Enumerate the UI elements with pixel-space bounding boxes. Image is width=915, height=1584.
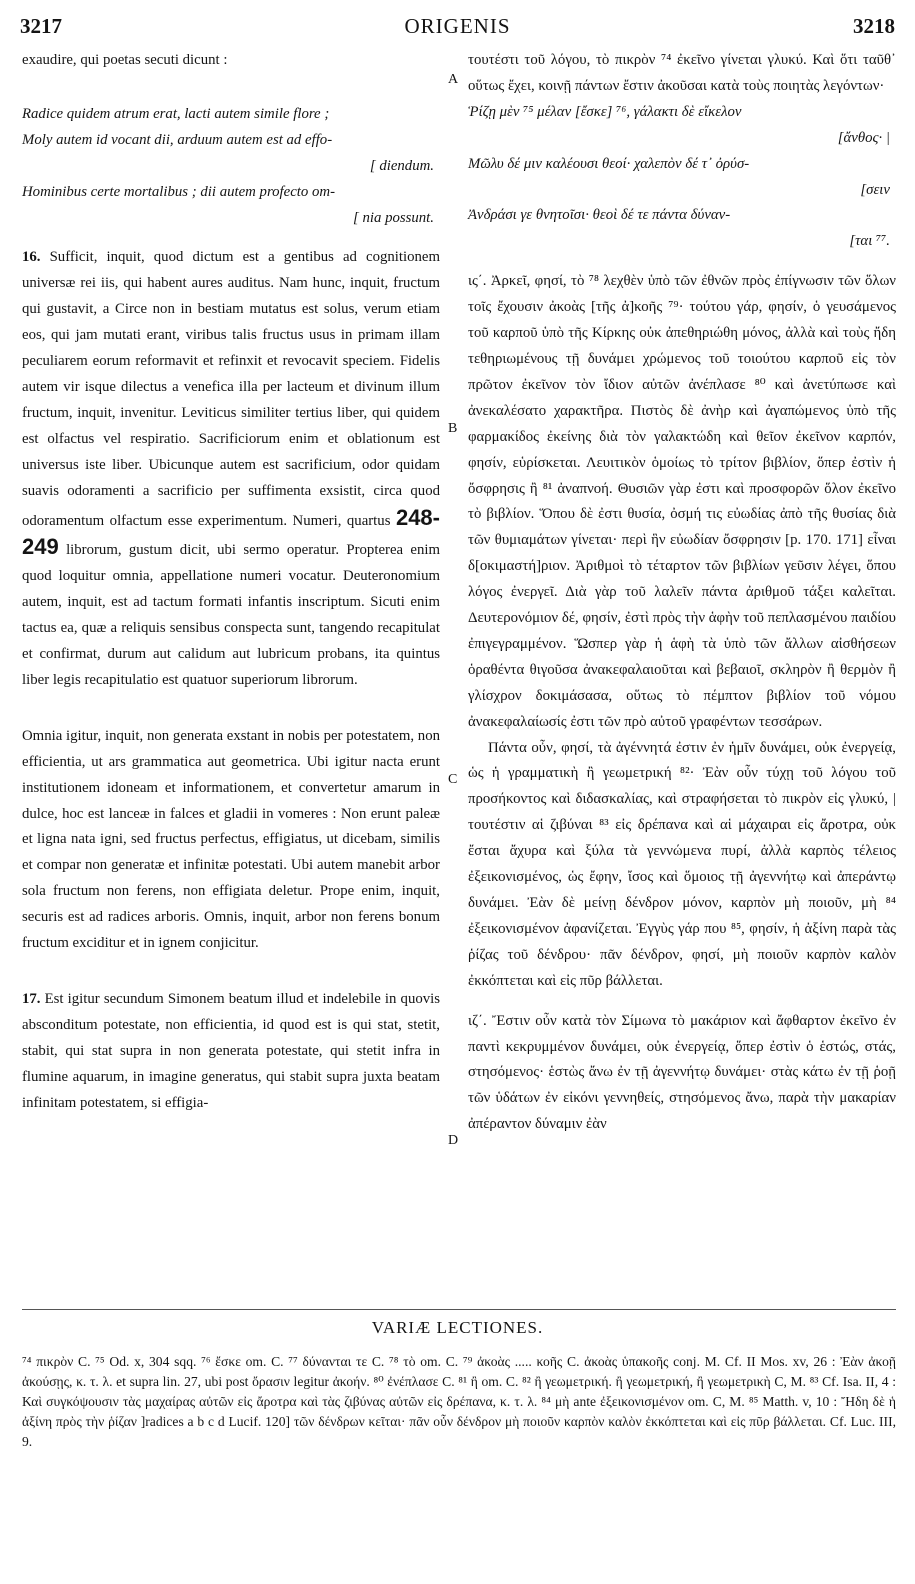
verse-line: Radice quidem atrum erat, lacti autem simile flore ; (22, 105, 330, 122)
variae-text: ⁷⁴ πικρὸν C. ⁷⁵ Od. x, 304 sqq. ⁷⁶ ἔσκε om. C. ⁷⁷ δύνανται τε C. ⁷⁸ τὸ om. C. ⁷⁹ ἀκοὰς ..... κοῆς C. ἀκοὰς ὑπακοῆς conj. M. Cf. II Mos. xv, 26 : Ἐὰν ἀκοῇ ἀκούσῃς, κ. τ. λ. et supra lin. 27, ubi post ὄρασιν legitur ἀκοήν. ⁸⁰ ἐνέπλασε C. ⁸¹ ἢ om. C. ⁸² ἢ γεωμετρική. ἢ γεωμετρική, ἢ γεωμετρικὴ C, M. ⁸³ Cf. Isa. II, 4 : Καὶ συγκόψουσιν τὰς μαχαίρας αὐτῶν εἰς ἄροτρα καὶ τὰς ζιβύνας αὐτῶν εἰς δρέπανα, κ. τ. λ. ⁸⁴ μὴ ante ἐξεικονισμένον om. C, M. ⁸⁵ Matth. v, 10 : Ἤδη δὲ ἡ ἀξίνη πρὸς τὴν ῥίζαν ]radices a b c d Lucif. 120] τῶν δένδρων κεῖται· πᾶν οὖν δένδρον μὴ ποιοῦν καρπὸν καλὸν ἐκκόπτεται καὶ εἰς πῦρ βάλλεται. Cf. Luc. III, 9. (22, 1354, 896, 1449)
page-header (20, 14, 895, 42)
margin-letter-a: A (448, 72, 459, 87)
column-number: 248-249 (22, 504, 440, 560)
latin-paragraph-omnia: Omnia igitur, inquit, non generata exstant in nobis per potestatem, non efficientia, ut ars grammatica aut geometrica. Ubi igitur nacta erunt institutionem idoneam et informationem, et convertetur amarum in dulce, hoc est lanceæ in falces et gladii in vomeres : Non erunt paleæ et ligna nata igni, sed fructus perfectus, effigiatus, ut dicebam, similis et compar non generatæ et infinitæ potestati. Ubi autem manebit arbor sola fructum non ferens, non effigiata deletur. Prope enim, inquit, securis est ad radices arboris. Omnis, inquit, arbor non ferens bonum fructum exciditur et in ignem conjicitur. (22, 727, 440, 952)
verse-line: Hominibus certe mortalibus ; dii autem profecto om- (22, 183, 336, 200)
verse-line: Ἀνδράσι γε θνητοῖσι· θεοὶ δέ τε πάντα δύναν- (468, 207, 731, 224)
verse-line-cont: [σειν (860, 181, 890, 198)
greek-intro: τουτέστι τοῦ λόγου, τὸ πικρὸν ⁷⁴ ἐκεῖνο γίνεται γλυκύ. Καὶ ὅτι ταῦθ᾽ οὕτως ἔχει, κοινῇ πάντων ἔστιν ἀκοῦσαι κατὰ τοὺς ποιητὰς λεγόντων· (468, 52, 896, 94)
page-number-left: 3217 (20, 14, 62, 38)
latin-paragraph-17 (22, 987, 440, 1117)
verse-line: Moly autem id vocant dii, arduum autem est ad effo- (22, 131, 333, 148)
page-number-right: 3218 (853, 14, 895, 38)
verse-line: Μῶλυ δέ μιν καλέουσι θεοί· χαλεπὸν δέ τ᾽ ὀρύσ- (468, 155, 750, 172)
greek-column (468, 48, 896, 1138)
margin-letter-c: C (448, 772, 458, 787)
paragraph-text: librorum, gustum dicit, ubi sermo operatur. Propterea enim quod loquitur omnia, appellatione numeri vocatur. Deuteronomium autem, inquit, est ad tactum formati infantis inscriptum. Sicuti enim tactus ea, quæ a reliquis sensibus conspecta sunt, tangendo recapitulat et confirmat, durum aut calidum aut lubricum probans, ita quintus liber legis recapitulatio est quatuor superiorum librorum. (22, 542, 440, 688)
verse-line-cont: [ἄνθος· | (837, 129, 890, 146)
greek-verse (468, 100, 896, 255)
running-title: ORIGENIS (404, 14, 511, 38)
verse-line-cont: [ται ⁷⁷. (849, 233, 890, 250)
greek-paragraph-16: ις΄. Ἀρκεῖ, φησί, τὸ ⁷⁸ λεχθὲν ὑπὸ τῶν ἐθνῶν πρὸς ἐπίγνωσιν τῶν ὅλων τοῖς ἔχουσιν ἀκοὰς [τῆς ἀ]κοῆς ⁷⁹· τούτου γάρ, φησίν, ὁ γευσάμενος τοῦ καρποῦ ὑπὸ τῆς Κίρκης οὐκ ἀπεθηριώθη μόνος, ἀλλὰ καὶ τοὺς ἤδη τεθηριωμένους τῇ δυνάμει χρώμενος τοῦ τοιούτου καρποῦ εἰς τὸν πρῶτον ἐκεῖνον τὸν ἴδιον αὐτῶν ἀνέπλασε ⁸⁰ καὶ ἀνετύπωσε καὶ ἀνεκαλέσατο χαρακτῆρα. Πιστὸς δὲ ἀνὴρ καὶ ἀγαπώμενος ὑπὸ τῆς φαρμακίδος ἐκείνης διὰ τὸν γαλακτώδη καὶ θεῖον ἐκεῖνον καρπόν, φησίν, εὑρίσκεται. Λευιτικὸν ὁμοίως τὸ τρίτον βιβλίον, ὅπερ ἐστὶν ἡ ὄσφρησις ἢ ⁸¹ ἀναπνοή. Θυσιῶν γὰρ ἐστι καὶ προσφορῶν ὅλον ἐκεῖνο τὸ βιβλίον. Ὅπου δὲ ἐστι θυσία, ὀσμή τις εὐωδίας ἀπὸ τῆς θυσίας διὰ τῶν θυμιαμάτων γίνεται· περὶ ἣν εὐωδίαν ὄσφρησιν [p. 170. 171] εἶναι δ[οκιμαστή]ριον. Ἀριθμοὶ τὸ τέταρτον τῶν βιβλίων γεῦσιν λέγει, ὅπου λόγος ἐνεργεῖ. Διὰ γὰρ τοῦ λαλεῖν πάντα ἀριθμοῦ τάξει καλεῖται. Δευτερονόμιον δέ, φησίν, ἐστὶ πρὸς τὴν ἁφὴν τοῦ πεπλασμένου παιδίου ἐπιγεγραμμένον. Ὥσπερ γὰρ ἡ ἁφὴ τὰ ὑπὸ τῶν ἄλλων αἰσθήσεων ὁραθέντα θιγοῦσα ἀνακεφαλαιοῦται καὶ βεβαιοῖ, σκληρὸν ἢ θερμὸν ἢ γλίσχρον δοκιμάσασα, οὕτως τὸ πέμπτον βιβλίον τοῦ νόμου ἀνακεφαλαίωσίς ἐστι τῶν πρὸ αὐτοῦ γραφέντων τεσσάρων. (468, 273, 896, 730)
margin-letter-d: D (448, 1133, 459, 1148)
latin-intro: exaudire, qui poetas secuti dicunt : (22, 52, 228, 68)
section-number: 17. (22, 991, 41, 1007)
latin-column (22, 48, 440, 1117)
divider (22, 1309, 896, 1310)
latin-verse (22, 102, 440, 232)
greek-paragraph-17: ιζ΄. Ἔστιν οὖν κατὰ τὸν Σίμωνα τὸ μακάριον καὶ ἄφθαρτον ἐκεῖνο ἐν παντὶ κεκρυμμένον δυνάμει, οὐκ ἐνεργείᾳ, ὅπερ ἐστὶν ὁ ἑστώς, στάς, στησόμενος· ἑστὼς ἄνω ἐν τῇ ἀγεννήτῳ δυνάμει· στὰς κάτω ἐν τῇ ῥοῇ τῶν ὑδάτων ἐν εἰκόνι γεννηθείς, στησόμενος ἄνω, παρὰ τὴν μακαρίαν ἀπέραντον δύναμιν ἐὰν (468, 1012, 896, 1133)
verse-line: Ῥίζῃ μὲν ⁷⁵ μέλαν [ἔσκε] ⁷⁶, γάλακτι δὲ εἴκελον (468, 103, 742, 120)
greek-paragraph-panta: Πάντα οὖν, φησί, τὰ ἀγέννητά ἐστιν ἐν ἡμῖν δυνάμει, οὐκ ἐνεργείᾳ, ὡς ἡ γραμματικὴ ἢ γεωμετρική ⁸²· Ἐὰν οὖν τύχῃ τοῦ λόγου τοῦ προσήκοντος καὶ διδασκαλίας, καὶ στραφήσεται τὸ πικρὸν εἰς γλυκύ, | τουτέστιν αἱ ζιβύναι ⁸³ εἰς δρέπανα καὶ αἱ μάχαιραι εἰς ἄροτρα, οὐκ ἔσται ἄχυρα καὶ ξύλα τὰ γεννώμενα πυρί, ἀλλὰ καρπὸς τέλειος ἐξεικονισμένος, ὡς ἔφην, ἴσος καὶ ὅμοιος τῇ ἀγεννήτῳ καὶ ἀπεράντῳ δυνάμει. Ἐὰν δὲ μείνῃ δένδρον μόνον, καρπὸν μὴ ποιοῦν, μὴ ⁸⁴ ἐξεικονισμένον ἀφανίζεται. Ἐγγὺς γάρ που ⁸⁵, φησίν, ἡ ἀξίνη παρὰ τὰς ῥίζας τοῦ δένδρου· πᾶν δένδρον, φησί, μὴ ποιοῦν καρπὸν καλὸν ἐκκόπτεται καὶ εἰς πῦρ βάλλεται. (468, 739, 896, 989)
latin-paragraph-16 (22, 245, 440, 693)
verse-line-cont: [ nia possunt. (353, 209, 434, 226)
variae-heading: VARIÆ LECTIONES. (371, 1318, 544, 1337)
margin-letter-b: B (448, 421, 458, 436)
variae-notes (22, 1352, 896, 1452)
section-number: 16. (22, 249, 41, 266)
verse-line-cont: [ diendum. (369, 157, 434, 174)
paragraph-text: Est igitur secundum Simonem beatum illud et indelebile in quovis absconditum potestate, non efficientia, id quod est is qui stat, stetit, stabit, qui stat supra in non generata potestate, qui stetit infra in flumine aquarum, in imagine generatus, qui stabit supra juxta beatam infinitam potestatem, si effigia- (22, 991, 441, 1111)
paragraph-text: Sufficit, inquit, quod dictum est a gentibus ad cognitionem universæ rei iis, qui habent aures auditus. Nam hunc, inquit, fructum qui gustavit, a Circe non in bestiam mutatus est solus, verum etiam eos, qui jam mutati erant, viribus talis fructus usus in primam illam peculiarem eorum reformavit et refinxit et revocavit speciem. Fidelis autem vir isque dilectus a venefica illa per lacteum et divinum illum fructum, inquit, invenitur. Leviticus similiter tertius liber, qui quidem est olfactus vel respiratio. Sacrificiorum enim et oblationum est universus iste liber. Ubicunque autem est sacrificium, odor quidam suavis odoramenti a sacrificio per suffimenta exsistit, circa quod odoramentum olfactum esse experimentum. Numeri, quartus (22, 249, 440, 529)
